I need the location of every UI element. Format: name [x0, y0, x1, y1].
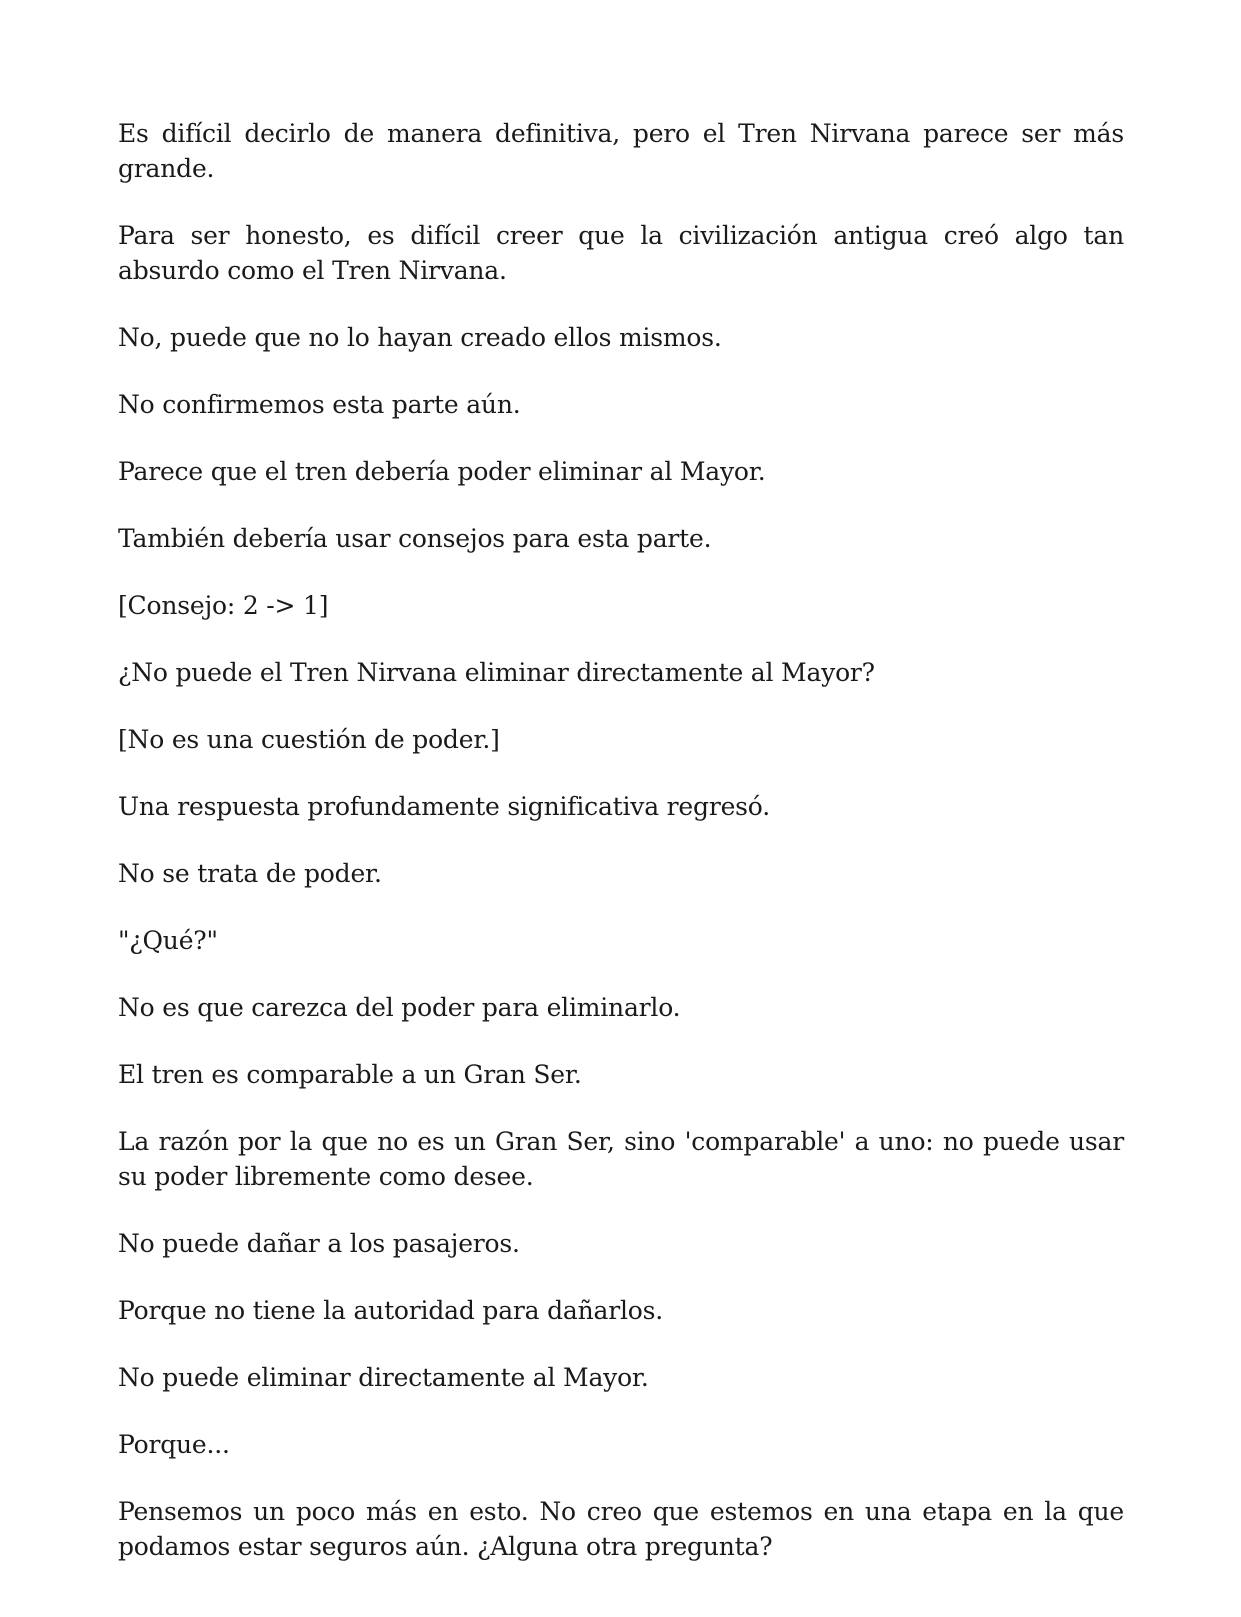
paragraph: Para ser honesto, es difícil creer que la civilización antigua creó algo tan absurdo como el Tren Nirvana.: [118, 221, 1124, 285]
paragraph: Es difícil decirlo de manera definitiva, pero el Tren Nirvana parece ser más grande.: [118, 119, 1124, 183]
paragraph: "¿Qué?": [118, 926, 218, 955]
paragraph: ¿No puede el Tren Nirvana eliminar directamente al Mayor?: [118, 658, 875, 687]
paragraph: No se trata de poder.: [118, 859, 382, 888]
paragraph: No es que carezca del poder para eliminarlo.: [118, 993, 681, 1022]
paragraph: No puede dañar a los pasajeros.: [118, 1229, 520, 1258]
paragraph: También debería usar consejos para esta parte.: [118, 524, 712, 553]
document-body: [118, 116, 1124, 1564]
paragraph: [No es una cuestión de poder.]: [118, 725, 500, 754]
paragraph: La razón por la que no es un Gran Ser, sino 'comparable' a uno: no puede usar su poder libremente como desee.: [118, 1127, 1124, 1191]
paragraph: El tren es comparable a un Gran Ser.: [118, 1060, 582, 1089]
paragraph: Una respuesta profundamente significativa regresó.: [118, 792, 770, 821]
paragraph: No confirmemos esta parte aún.: [118, 390, 521, 419]
paragraph: Porque...: [118, 1430, 230, 1459]
paragraph: [Consejo: 2 -> 1]: [118, 591, 329, 620]
paragraph: Parece que el tren debería poder eliminar al Mayor.: [118, 457, 766, 486]
paragraph: No, puede que no lo hayan creado ellos mismos.: [118, 323, 722, 352]
paragraph: Porque no tiene la autoridad para dañarlos.: [118, 1296, 663, 1325]
paragraph: Pensemos un poco más en esto. No creo que estemos en una etapa en la que podamos estar seguros aún. ¿Alguna otra pregunta?: [118, 1497, 1124, 1561]
paragraph: No puede eliminar directamente al Mayor.: [118, 1363, 649, 1392]
